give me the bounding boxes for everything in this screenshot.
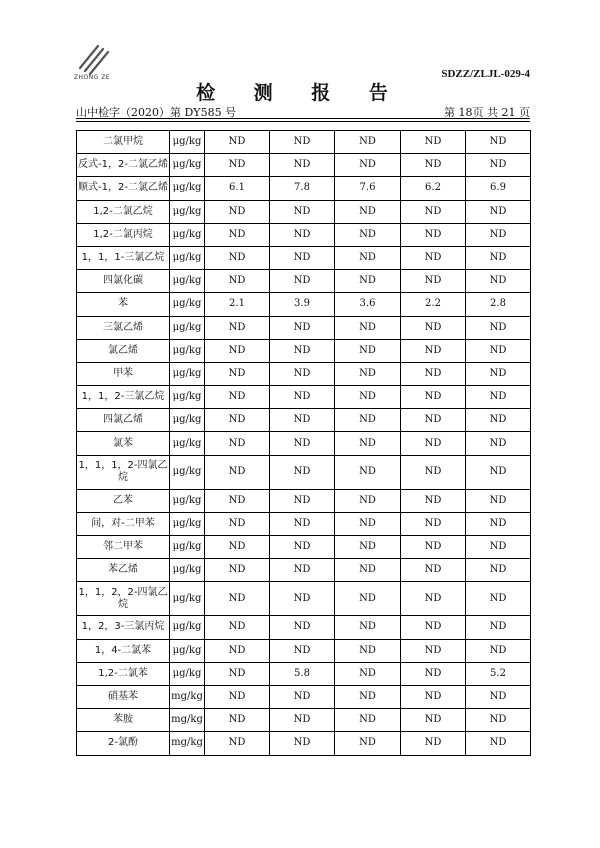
- result-cell: ND: [466, 616, 531, 639]
- result-cell: ND: [205, 246, 270, 269]
- result-cell: 6.2: [401, 177, 466, 200]
- table-row: [77, 200, 531, 223]
- unit-cell: μg/kg: [170, 200, 205, 223]
- result-cell: ND: [466, 559, 531, 582]
- result-cell: ND: [401, 536, 466, 559]
- result-cell: ND: [205, 616, 270, 639]
- result-cell: ND: [466, 339, 531, 362]
- result-cell: ND: [335, 386, 401, 409]
- result-cell: ND: [466, 732, 531, 755]
- result-cell: ND: [335, 246, 401, 269]
- analyte-name: 1，4-二氯苯: [77, 639, 170, 662]
- result-cell: ND: [466, 409, 531, 432]
- result-cell: 6.9: [466, 177, 531, 200]
- report-number: 山中检字（2020）第 DY585 号: [76, 106, 237, 119]
- unit-cell: μg/kg: [170, 662, 205, 685]
- table-row: [77, 559, 531, 582]
- result-cell: ND: [466, 223, 531, 246]
- result-cell: ND: [335, 662, 401, 685]
- unit-cell: μg/kg: [170, 616, 205, 639]
- analyte-name: 二氯甲烷: [77, 131, 170, 154]
- result-cell: ND: [335, 154, 401, 177]
- result-cell: 5.8: [270, 662, 335, 685]
- result-cell: ND: [335, 362, 401, 385]
- result-cell: ND: [335, 489, 401, 512]
- analyte-name: 乙苯: [77, 489, 170, 512]
- analyte-name: 间，对-二甲苯: [77, 512, 170, 535]
- result-cell: ND: [466, 154, 531, 177]
- result-cell: ND: [401, 131, 466, 154]
- analyte-name: 苯胺: [77, 709, 170, 732]
- result-cell: ND: [270, 339, 335, 362]
- result-cell: ND: [401, 316, 466, 339]
- unit-cell: μg/kg: [170, 455, 205, 489]
- result-cell: ND: [205, 339, 270, 362]
- result-cell: ND: [401, 559, 466, 582]
- unit-cell: μg/kg: [170, 512, 205, 535]
- result-cell: ND: [270, 131, 335, 154]
- result-cell: ND: [401, 616, 466, 639]
- analyte-name: 氯乙烯: [77, 339, 170, 362]
- table-row: [77, 455, 531, 489]
- unit-cell: μg/kg: [170, 432, 205, 455]
- result-cell: ND: [335, 616, 401, 639]
- result-cell: ND: [270, 154, 335, 177]
- table-row: [77, 339, 531, 362]
- result-cell: ND: [335, 732, 401, 755]
- analyte-name: 三氯乙烯: [77, 316, 170, 339]
- result-cell: 2.8: [466, 293, 531, 316]
- result-cell: ND: [335, 455, 401, 489]
- result-cell: ND: [270, 270, 335, 293]
- table-row: [77, 154, 531, 177]
- result-cell: ND: [270, 512, 335, 535]
- analyte-name: 1，1，2-三氯乙烷: [77, 386, 170, 409]
- table-row: [77, 246, 531, 269]
- result-cell: 7.6: [335, 177, 401, 200]
- unit-cell: μg/kg: [170, 409, 205, 432]
- analyte-name: 硝基苯: [77, 685, 170, 708]
- result-cell: 3.9: [270, 293, 335, 316]
- result-cell: ND: [401, 455, 466, 489]
- result-cell: ND: [205, 270, 270, 293]
- table-row: [77, 223, 531, 246]
- analyte-name: 苯乙烯: [77, 559, 170, 582]
- result-cell: ND: [270, 432, 335, 455]
- result-cell: ND: [205, 223, 270, 246]
- analyte-name: 1,2-二氯丙烷: [77, 223, 170, 246]
- table-row: [77, 685, 531, 708]
- analyte-name: 反式-1，2-二氯乙烯: [77, 154, 170, 177]
- table-row: [77, 177, 531, 200]
- result-cell: ND: [335, 639, 401, 662]
- result-cell: ND: [401, 639, 466, 662]
- result-cell: ND: [335, 536, 401, 559]
- result-cell: ND: [466, 536, 531, 559]
- result-cell: ND: [335, 200, 401, 223]
- unit-cell: μg/kg: [170, 639, 205, 662]
- result-cell: ND: [401, 512, 466, 535]
- result-cell: ND: [270, 246, 335, 269]
- result-cell: ND: [205, 409, 270, 432]
- result-cell: ND: [466, 270, 531, 293]
- result-cell: ND: [270, 200, 335, 223]
- result-cell: ND: [335, 316, 401, 339]
- analyte-name: 2-氯酚: [77, 732, 170, 755]
- result-cell: ND: [270, 685, 335, 708]
- analyte-name: 1,2-二氯乙烷: [77, 200, 170, 223]
- unit-cell: μg/kg: [170, 559, 205, 582]
- results-table: [76, 130, 531, 756]
- table-row: [77, 270, 531, 293]
- result-cell: ND: [335, 409, 401, 432]
- unit-cell: μg/kg: [170, 131, 205, 154]
- result-cell: ND: [270, 709, 335, 732]
- result-cell: ND: [401, 732, 466, 755]
- result-cell: ND: [205, 639, 270, 662]
- result-cell: 5.2: [466, 662, 531, 685]
- result-cell: ND: [335, 223, 401, 246]
- result-cell: ND: [466, 489, 531, 512]
- result-cell: 2.1: [205, 293, 270, 316]
- unit-cell: mg/kg: [170, 732, 205, 755]
- result-cell: 3.6: [335, 293, 401, 316]
- table-row: [77, 512, 531, 535]
- result-cell: ND: [466, 386, 531, 409]
- unit-cell: μg/kg: [170, 362, 205, 385]
- result-cell: ND: [335, 709, 401, 732]
- result-cell: ND: [270, 362, 335, 385]
- table-row: [77, 662, 531, 685]
- table-row: [77, 131, 531, 154]
- result-cell: ND: [270, 732, 335, 755]
- result-cell: ND: [466, 131, 531, 154]
- result-cell: ND: [205, 432, 270, 455]
- result-cell: ND: [466, 685, 531, 708]
- result-cell: 2.2: [401, 293, 466, 316]
- result-cell: ND: [205, 386, 270, 409]
- result-cell: ND: [205, 154, 270, 177]
- result-cell: ND: [205, 685, 270, 708]
- analyte-name: 甲苯: [77, 362, 170, 385]
- result-cell: 7.8: [270, 177, 335, 200]
- result-cell: ND: [270, 409, 335, 432]
- table-row: [77, 386, 531, 409]
- result-cell: ND: [401, 154, 466, 177]
- logo-text: ZHONG ZE: [73, 74, 111, 81]
- result-cell: ND: [205, 732, 270, 755]
- result-cell: ND: [335, 512, 401, 535]
- analyte-name: 1，1，1-三氯乙烷: [77, 246, 170, 269]
- document-code: SDZZ/ZLJL-029-4: [441, 68, 530, 80]
- result-cell: ND: [270, 582, 335, 616]
- table-row: [77, 582, 531, 616]
- result-cell: ND: [401, 223, 466, 246]
- unit-cell: mg/kg: [170, 709, 205, 732]
- analyte-name: 1，1，1，2-四氯乙烷: [77, 455, 170, 489]
- table-row: [77, 362, 531, 385]
- unit-cell: μg/kg: [170, 223, 205, 246]
- result-cell: ND: [270, 639, 335, 662]
- result-cell: ND: [205, 559, 270, 582]
- unit-cell: μg/kg: [170, 339, 205, 362]
- result-cell: ND: [205, 362, 270, 385]
- result-cell: ND: [270, 616, 335, 639]
- result-cell: ND: [401, 409, 466, 432]
- analyte-name: 1，2，3-三氯丙烷: [77, 616, 170, 639]
- result-cell: ND: [205, 709, 270, 732]
- result-cell: ND: [466, 512, 531, 535]
- analyte-name: 1,2-二氯苯: [77, 662, 170, 685]
- table-row: [77, 432, 531, 455]
- analyte-name: 邻二甲苯: [77, 536, 170, 559]
- table-row: [77, 639, 531, 662]
- analyte-name: 四氯化碳: [77, 270, 170, 293]
- result-cell: ND: [466, 200, 531, 223]
- unit-cell: μg/kg: [170, 386, 205, 409]
- result-cell: ND: [205, 512, 270, 535]
- result-cell: ND: [335, 270, 401, 293]
- table-row: [77, 316, 531, 339]
- table-row: [77, 409, 531, 432]
- result-cell: ND: [335, 131, 401, 154]
- result-cell: ND: [466, 362, 531, 385]
- result-cell: ND: [401, 362, 466, 385]
- result-cell: ND: [270, 536, 335, 559]
- table-row: [77, 489, 531, 512]
- result-cell: ND: [401, 339, 466, 362]
- table-row: [77, 709, 531, 732]
- analyte-name: 1，1，2，2-四氯乙烷: [77, 582, 170, 616]
- unit-cell: μg/kg: [170, 177, 205, 200]
- table-row: [77, 536, 531, 559]
- result-cell: ND: [270, 489, 335, 512]
- result-cell: ND: [466, 316, 531, 339]
- page-title: 检 测 报 告: [196, 82, 404, 104]
- result-cell: ND: [401, 432, 466, 455]
- result-cell: ND: [466, 582, 531, 616]
- result-cell: ND: [401, 709, 466, 732]
- result-cell: ND: [205, 582, 270, 616]
- result-cell: ND: [335, 339, 401, 362]
- result-cell: ND: [205, 536, 270, 559]
- unit-cell: μg/kg: [170, 293, 205, 316]
- analyte-name: 四氯乙烯: [77, 409, 170, 432]
- result-cell: ND: [335, 582, 401, 616]
- result-cell: ND: [466, 246, 531, 269]
- unit-cell: mg/kg: [170, 685, 205, 708]
- result-cell: ND: [401, 685, 466, 708]
- result-cell: ND: [335, 559, 401, 582]
- table-row: [77, 732, 531, 755]
- result-cell: ND: [466, 455, 531, 489]
- result-cell: ND: [335, 685, 401, 708]
- result-cell: ND: [270, 316, 335, 339]
- result-cell: 6.1: [205, 177, 270, 200]
- result-cell: ND: [401, 246, 466, 269]
- result-cell: ND: [401, 200, 466, 223]
- result-cell: ND: [466, 709, 531, 732]
- result-cell: ND: [401, 582, 466, 616]
- unit-cell: μg/kg: [170, 536, 205, 559]
- analyte-name: 苯: [77, 293, 170, 316]
- analyte-name: 顺式-1，2-二氯乙烯: [77, 177, 170, 200]
- unit-cell: μg/kg: [170, 154, 205, 177]
- result-cell: ND: [401, 270, 466, 293]
- result-cell: ND: [205, 455, 270, 489]
- header-rule-thin: [76, 121, 530, 122]
- result-cell: ND: [205, 131, 270, 154]
- result-cell: ND: [205, 200, 270, 223]
- unit-cell: μg/kg: [170, 270, 205, 293]
- header-rule: [76, 118, 530, 119]
- result-cell: ND: [466, 639, 531, 662]
- result-cell: ND: [270, 386, 335, 409]
- result-cell: ND: [205, 662, 270, 685]
- company-logo-icon: [72, 38, 112, 78]
- unit-cell: μg/kg: [170, 316, 205, 339]
- result-cell: ND: [401, 489, 466, 512]
- result-cell: ND: [205, 489, 270, 512]
- unit-cell: μg/kg: [170, 489, 205, 512]
- table-row: [77, 616, 531, 639]
- result-cell: ND: [401, 662, 466, 685]
- result-cell: ND: [270, 455, 335, 489]
- result-cell: ND: [401, 386, 466, 409]
- result-cell: ND: [270, 223, 335, 246]
- unit-cell: μg/kg: [170, 246, 205, 269]
- table-row: [77, 293, 531, 316]
- result-cell: ND: [335, 432, 401, 455]
- analyte-name: 氯苯: [77, 432, 170, 455]
- result-cell: ND: [205, 316, 270, 339]
- result-cell: ND: [270, 559, 335, 582]
- result-cell: ND: [466, 432, 531, 455]
- page-info: 第 18页 共 21 页: [444, 106, 530, 119]
- unit-cell: μg/kg: [170, 582, 205, 616]
